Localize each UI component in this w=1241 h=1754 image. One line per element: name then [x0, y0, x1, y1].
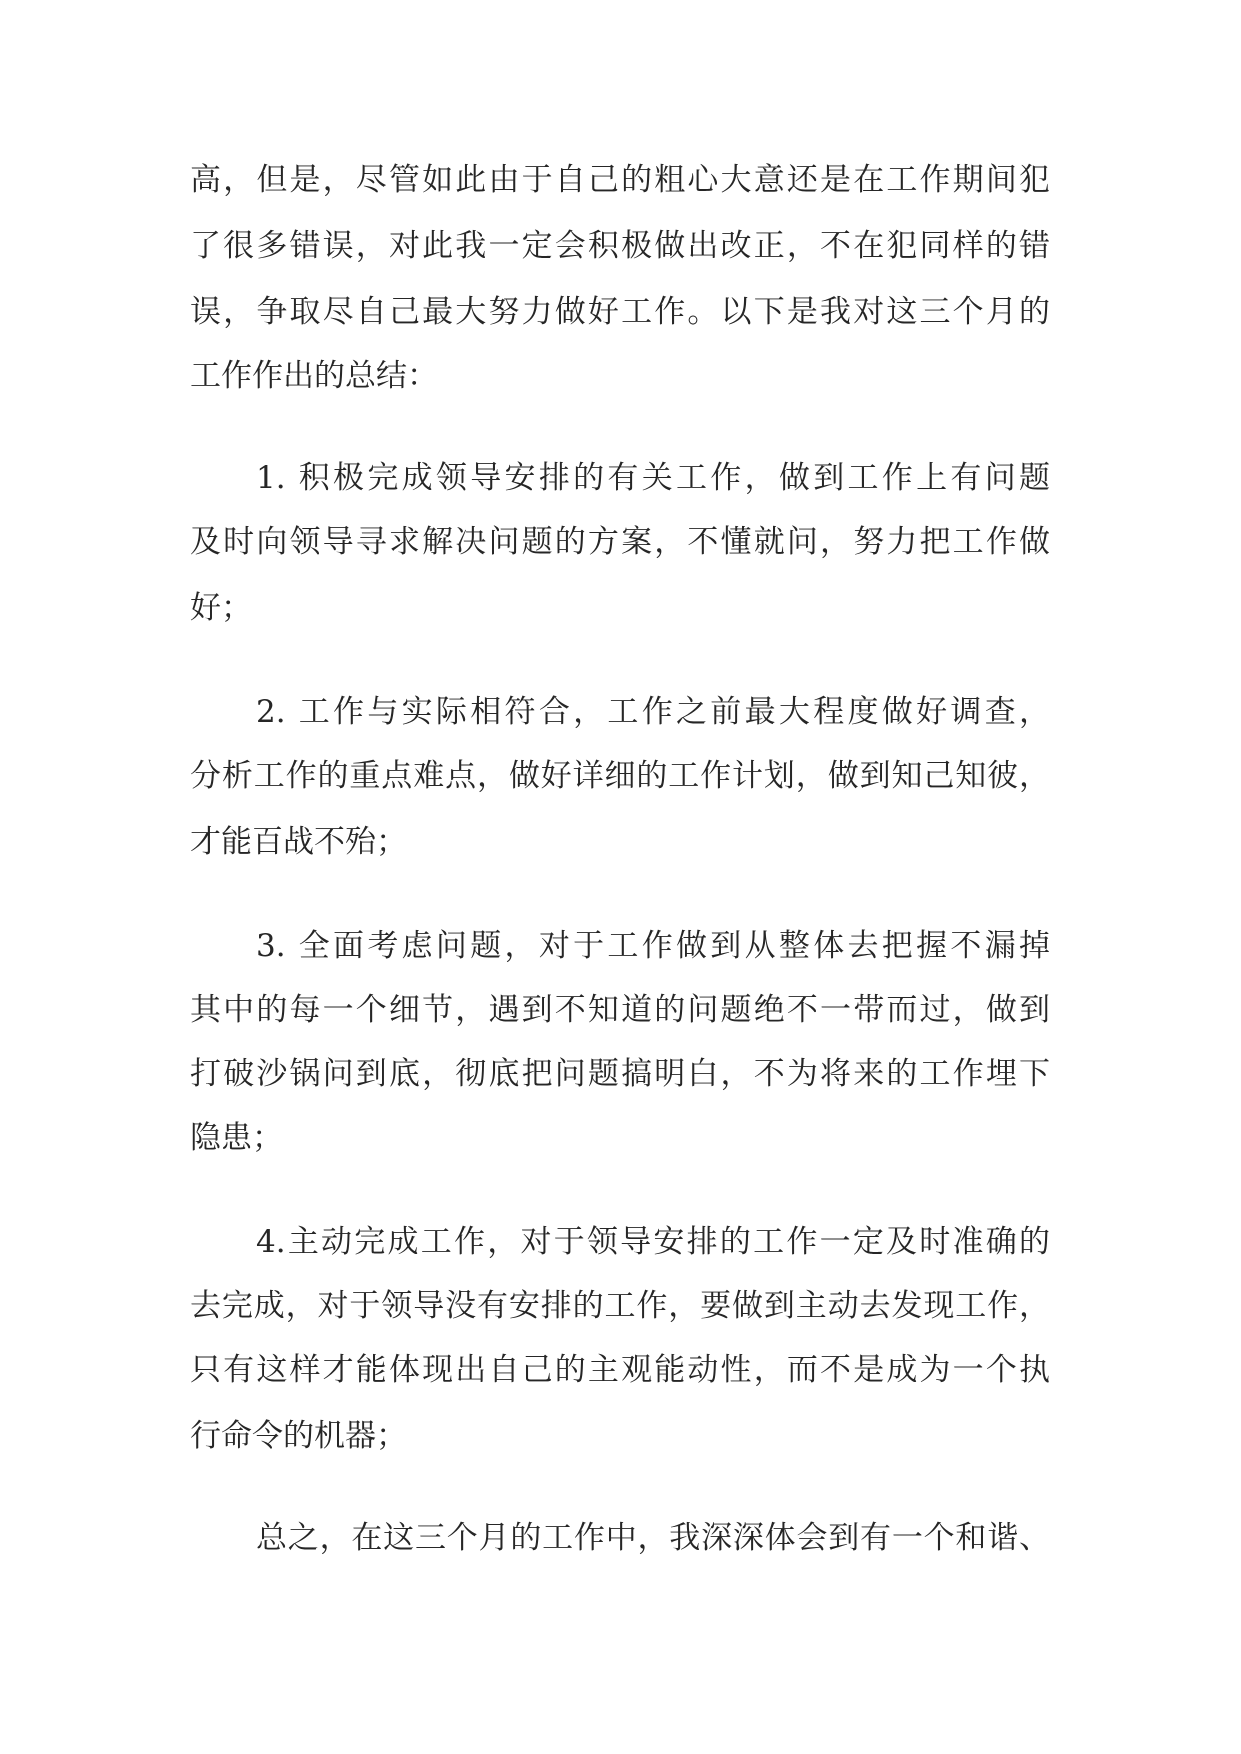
text-line: 分析工作的重点难点，做好详细的工作计划，做到知己知彼，	[190, 758, 1050, 794]
text-line: 及时向领导寻求解决问题的方案，不懂就问，努力把工作做	[190, 524, 1050, 560]
text-line: 行命令的机器；	[190, 1418, 407, 1454]
text-line: 1. 积极完成领导安排的有关工作，做到工作上有问题	[256, 460, 1050, 496]
text-line: 去完成，对于领导没有安排的工作，要做到主动去发现工作，	[190, 1288, 1050, 1324]
text-line: 3. 全面考虑问题，对于工作做到从整体去把握不漏掉	[256, 928, 1050, 964]
text-line: 好；	[190, 590, 252, 626]
text-line: 2. 工作与实际相符合，工作之前最大程度做好调查，	[256, 694, 1050, 730]
text-line: 了很多错误，对此我一定会积极做出改正，不在犯同样的错	[190, 228, 1050, 264]
text-line: 4.主动完成工作，对于领导安排的工作一定及时准确的	[256, 1224, 1050, 1260]
text-line: 工作作出的总结：	[190, 358, 438, 394]
text-line: 总之，在这三个月的工作中，我深深体会到有一个和谐、	[256, 1520, 1050, 1556]
text-line: 才能百战不殆；	[190, 824, 407, 860]
text-line: 高，但是，尽管如此由于自己的粗心大意还是在工作期间犯	[190, 162, 1050, 198]
text-line: 隐患；	[190, 1120, 283, 1156]
text-line: 误，争取尽自己最大努力做好工作。以下是我对这三个月的	[190, 294, 1050, 330]
text-line: 打破沙锅问到底，彻底把问题搞明白，不为将来的工作埋下	[190, 1056, 1050, 1092]
text-line: 只有这样才能体现出自己的主观能动性，而不是成为一个执	[190, 1352, 1050, 1388]
text-line: 其中的每一个细节，遇到不知道的问题绝不一带而过，做到	[190, 992, 1050, 1028]
